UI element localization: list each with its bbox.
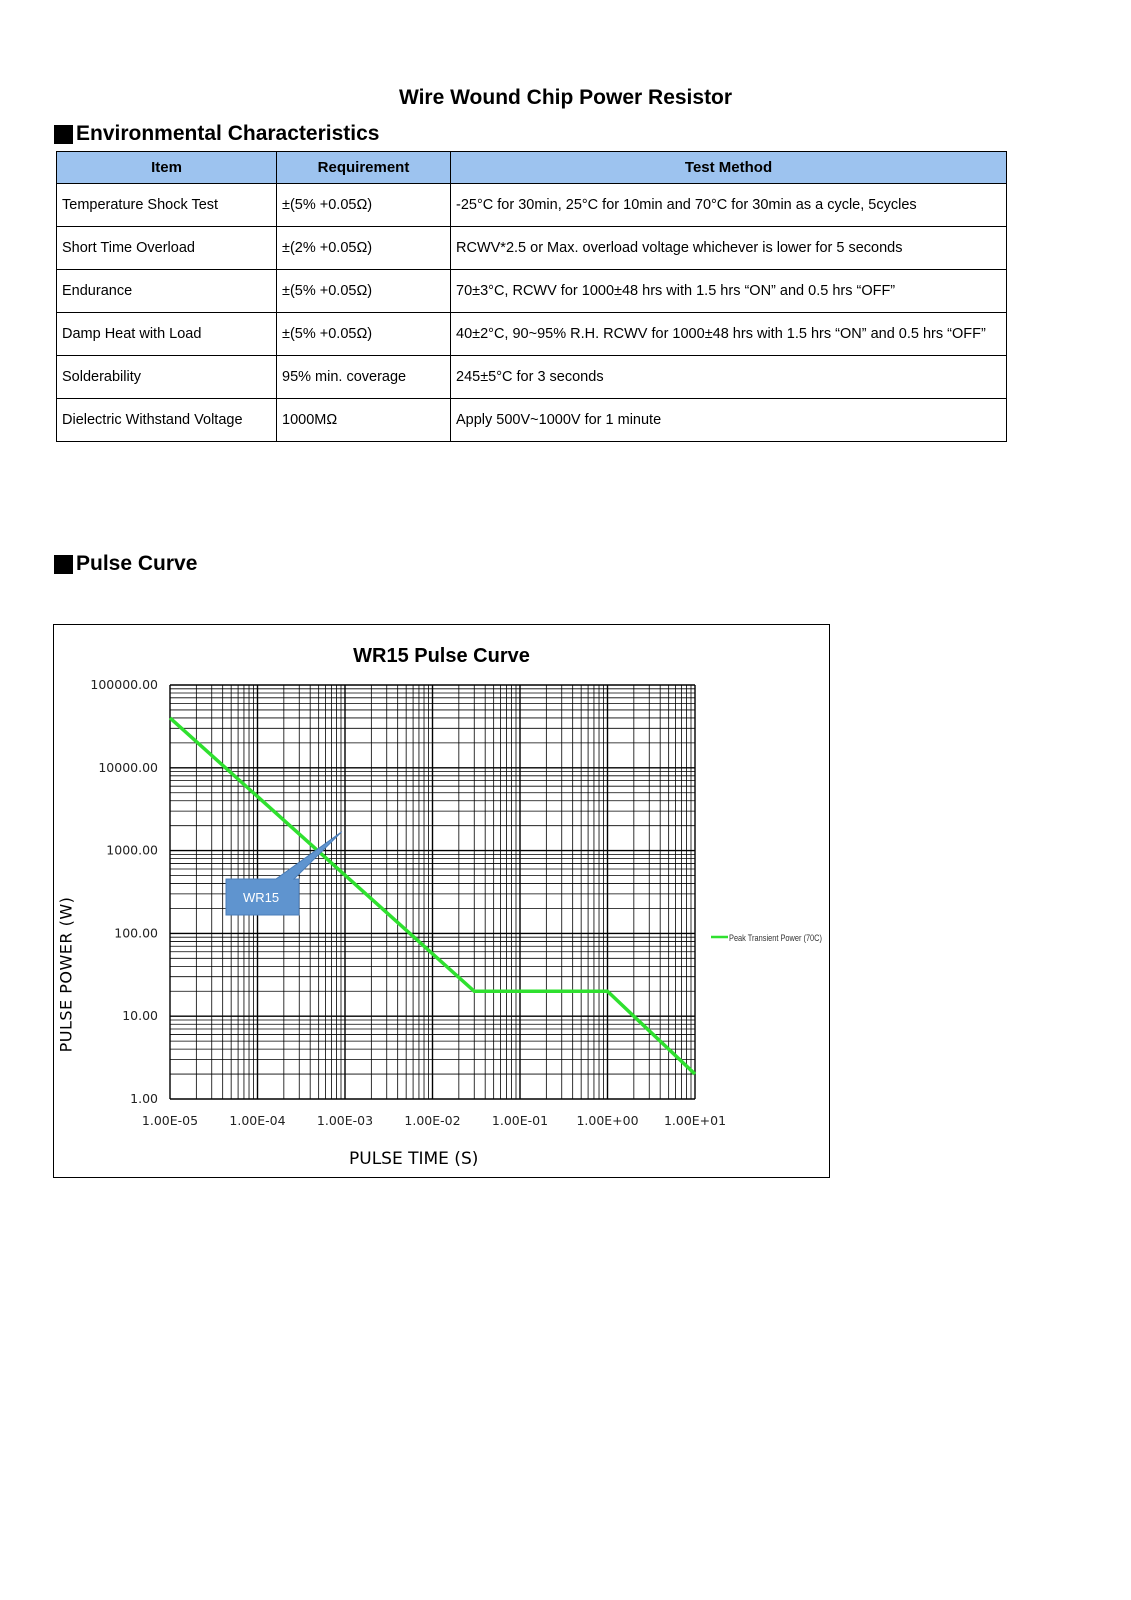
chart-plot-area <box>54 625 829 1177</box>
table-row <box>57 313 1007 356</box>
test-method-cell: 70±3°C, RCWV for 1000±48 hrs with 1.5 hrs “ON” and 0.5 hrs “OFF” <box>451 270 1007 313</box>
requirement-cell: ±(5% +0.05Ω) <box>277 270 451 313</box>
table-row <box>57 399 1007 442</box>
x-tick-label: 1.00E-02 <box>404 1113 461 1128</box>
legend-label: Peak Transient Power (70C) <box>729 933 822 944</box>
test-method-cell: 245±5°C for 3 seconds <box>451 356 1007 399</box>
chart-title: WR15 Pulse Curve <box>353 645 530 667</box>
item-cell: Short Time Overload <box>57 227 277 270</box>
item-cell: Endurance <box>57 270 277 313</box>
environmental-heading-text: Environmental Characteristics <box>76 122 380 145</box>
pulse-curve-heading-text: Pulse Curve <box>76 552 198 575</box>
column-header-test-method: Test Method <box>451 152 1007 184</box>
table-row <box>57 270 1007 313</box>
item-cell: Damp Heat with Load <box>57 313 277 356</box>
y-tick-label: 1.00 <box>130 1091 158 1106</box>
heading-bullet-icon <box>54 125 73 144</box>
y-axis-label-text: PULSE POWER (W) <box>56 896 76 1053</box>
requirement-cell: 1000MΩ <box>277 399 451 442</box>
environmental-table <box>56 151 1007 442</box>
pulse-curve-heading <box>54 552 197 576</box>
x-tick-label: 1.00E-04 <box>229 1113 286 1128</box>
pulse-curve-chart <box>53 624 830 1178</box>
table-row <box>57 227 1007 270</box>
column-header-item: Item <box>57 152 277 184</box>
y-tick-label: 100.00 <box>114 925 158 941</box>
test-method-cell: 40±2°C, 90~95% R.H. RCWV for 1000±48 hrs with 1.5 hrs “ON” and 0.5 hrs “OFF” <box>451 313 1007 356</box>
annotation-label: WR15 <box>242 890 280 905</box>
item-cell: Temperature Shock Test <box>57 184 277 227</box>
table-row <box>57 356 1007 399</box>
test-method-cell: -25°C for 30min, 25°C for 10min and 70°C for 30min as a cycle, 5cycles <box>451 184 1007 227</box>
item-cell: Solderability <box>57 356 277 399</box>
item-cell: Dielectric Withstand Voltage <box>57 399 277 442</box>
y-tick-label: 100000.00 <box>90 677 158 692</box>
x-tick-label: 1.00E-03 <box>316 1113 374 1128</box>
requirement-cell: ±(2% +0.05Ω) <box>277 227 451 270</box>
document-title: Wire Wound Chip Power Resistor <box>398 86 733 109</box>
table-row <box>57 184 1007 227</box>
environmental-heading <box>54 122 379 146</box>
test-method-cell: Apply 500V~1000V for 1 minute <box>451 399 1007 442</box>
heading-bullet-icon <box>54 555 73 574</box>
x-axis-label: PULSE TIME (S) <box>349 1149 479 1169</box>
test-method-cell: RCWV*2.5 or Max. overload voltage whichever is lower for 5 seconds <box>451 227 1007 270</box>
y-tick-label: 10.00 <box>122 1008 158 1024</box>
requirement-cell: ±(5% +0.05Ω) <box>277 313 451 356</box>
table-header-row <box>57 152 1007 184</box>
requirement-cell: 95% min. coverage <box>277 356 451 399</box>
x-tick-label: 1.00E+01 <box>663 1113 727 1128</box>
y-tick-label: 1000.00 <box>106 842 158 858</box>
x-tick-label: 1.00E+00 <box>576 1113 639 1128</box>
y-tick-label: 10000.00 <box>98 759 158 775</box>
requirement-cell: ±(5% +0.05Ω) <box>277 184 451 227</box>
x-tick-label: 1.00E-01 <box>491 1113 549 1128</box>
column-header-requirement: Requirement <box>277 152 451 184</box>
x-tick-label: 1.00E-05 <box>141 1113 199 1128</box>
